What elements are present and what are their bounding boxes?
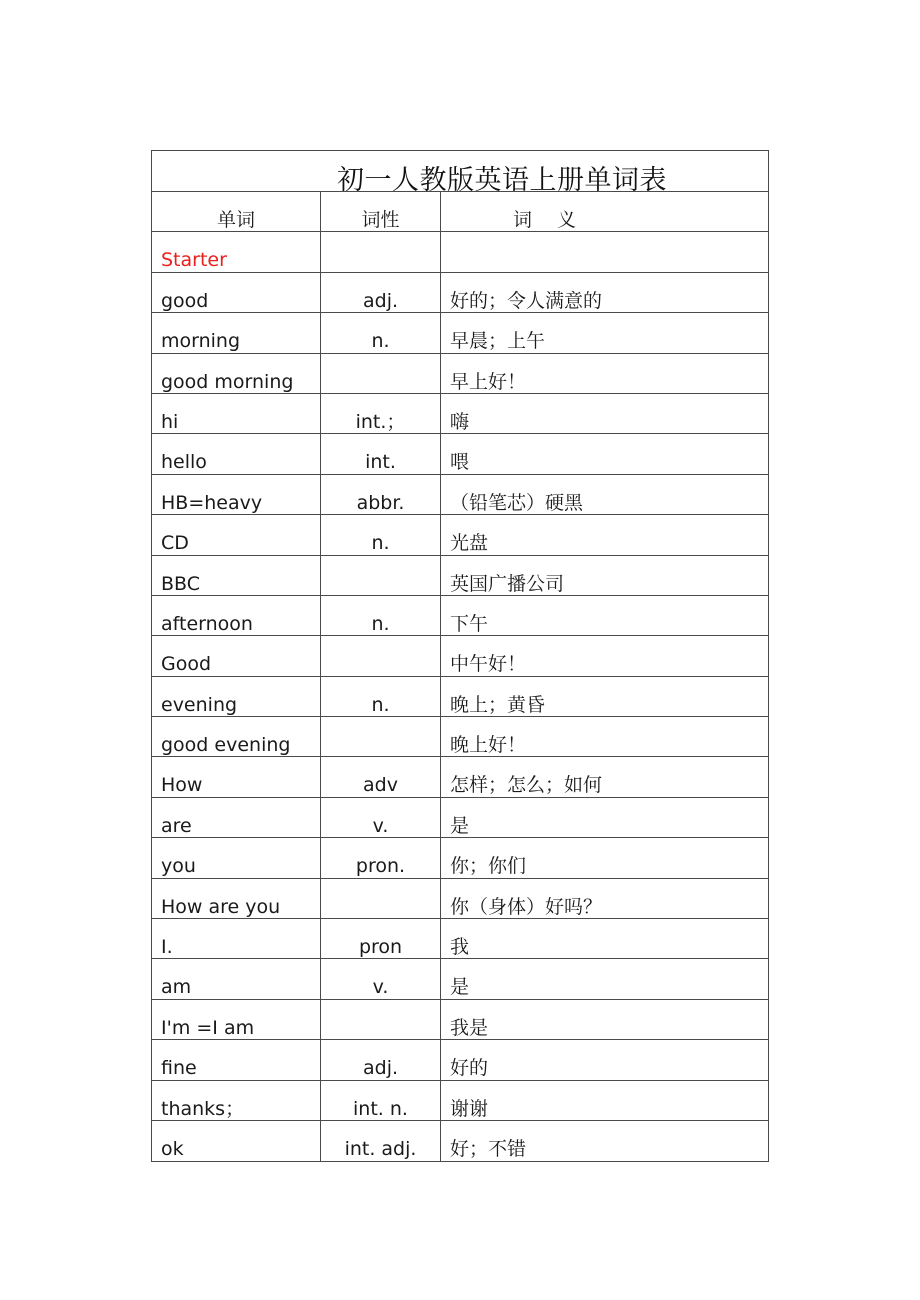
part-of-speech-cell	[321, 717, 441, 756]
word-cell: How	[152, 757, 321, 796]
table-row	[152, 717, 768, 757]
table-row	[152, 757, 768, 797]
section-row	[152, 232, 768, 272]
meaning-cell: 好的	[450, 1057, 489, 1080]
section-label: Starter	[152, 232, 321, 271]
part-of-speech-cell: v.	[321, 798, 441, 837]
table-row	[152, 879, 768, 919]
word-cell: hello	[152, 434, 321, 473]
word-cell: I.	[152, 919, 321, 958]
part-of-speech-cell	[321, 1000, 441, 1039]
meaning-cell: 你；你们	[450, 855, 527, 878]
part-of-speech-cell: n.	[321, 677, 441, 716]
part-of-speech-cell: v.	[321, 959, 441, 998]
part-of-speech-cell: int. adj.	[321, 1121, 441, 1161]
word-cell: you	[152, 838, 321, 877]
word-cell: are	[152, 798, 321, 837]
word-cell: evening	[152, 677, 321, 716]
word-cell: CD	[152, 515, 321, 554]
word-cell: morning	[152, 313, 321, 352]
word-cell: Good	[152, 636, 321, 675]
table-row	[152, 1040, 768, 1080]
part-of-speech-cell: int.；	[321, 394, 441, 433]
part-of-speech-cell: n.	[321, 313, 441, 352]
header-part-of-speech: 词性	[321, 192, 441, 231]
table-row	[152, 596, 768, 636]
word-cell: BBC	[152, 556, 321, 595]
table-row	[152, 515, 768, 555]
meaning-cell: 你（身体）好吗？	[450, 895, 603, 918]
header-meaning: 词 义	[512, 209, 577, 231]
section-pos-empty	[321, 232, 441, 271]
meaning-cell: （铅笔芯）硬黑	[450, 491, 584, 514]
word-cell: good evening	[152, 717, 321, 756]
meaning-cell: 怎样；怎么；如何	[450, 774, 603, 797]
table-header-row	[152, 192, 768, 232]
meaning-cell: 谢谢	[450, 1097, 489, 1120]
table-row	[152, 1000, 768, 1040]
table-row	[152, 434, 768, 474]
meaning-cell: 早上好！	[450, 370, 527, 393]
word-cell: good	[152, 273, 321, 312]
word-cell: good morning	[152, 354, 321, 393]
table-row	[152, 1121, 768, 1161]
part-of-speech-cell: adv	[321, 757, 441, 796]
part-of-speech-cell: int.	[321, 434, 441, 473]
word-cell: ok	[152, 1121, 321, 1161]
meaning-cell: 晚上好！	[450, 734, 527, 757]
document-title: 初一人教版英语上册单词表	[337, 165, 667, 192]
meaning-cell: 喂	[450, 451, 470, 474]
part-of-speech-cell: adj.	[321, 273, 441, 312]
word-cell: HB=heavy	[152, 475, 321, 514]
word-cell: hi	[152, 394, 321, 433]
part-of-speech-cell: adj.	[321, 1040, 441, 1079]
word-cell: fine	[152, 1040, 321, 1079]
table-row	[152, 798, 768, 838]
header-word: 单词	[152, 192, 321, 231]
part-of-speech-cell	[321, 879, 441, 918]
meaning-cell: 英国广播公司	[450, 572, 565, 595]
meaning-cell: 光盘	[450, 532, 489, 555]
part-of-speech-cell: pron.	[321, 838, 441, 877]
table-row	[152, 636, 768, 676]
table-row	[152, 313, 768, 353]
meaning-cell: 好的；令人满意的	[450, 289, 603, 312]
meaning-cell: 嗨	[450, 410, 470, 433]
part-of-speech-cell	[321, 354, 441, 393]
meaning-cell: 中午好！	[450, 653, 527, 676]
table-row	[152, 838, 768, 878]
table-row	[152, 1081, 768, 1121]
part-of-speech-cell: pron	[321, 919, 441, 958]
word-cell: How are you	[152, 879, 321, 918]
word-cell: afternoon	[152, 596, 321, 635]
table-row	[152, 394, 768, 434]
word-cell: I'm =I am	[152, 1000, 321, 1039]
part-of-speech-cell: n.	[321, 596, 441, 635]
part-of-speech-cell: abbr.	[321, 475, 441, 514]
word-cell: am	[152, 959, 321, 998]
part-of-speech-cell: n.	[321, 515, 441, 554]
table-row	[152, 273, 768, 313]
vocabulary-table	[151, 150, 769, 1162]
table-row	[152, 556, 768, 596]
meaning-cell: 我是	[450, 1016, 489, 1039]
section-meaning-empty	[441, 232, 768, 271]
meaning-cell: 早晨；上午	[450, 330, 546, 353]
meaning-cell: 是	[450, 814, 470, 837]
table-row	[152, 475, 768, 515]
meaning-cell: 是	[450, 976, 470, 999]
meaning-cell: 我	[450, 936, 470, 959]
part-of-speech-cell	[321, 556, 441, 595]
table-title-row	[152, 151, 768, 192]
table-row	[152, 959, 768, 999]
table-body	[152, 273, 768, 1162]
table-row	[152, 677, 768, 717]
part-of-speech-cell	[321, 636, 441, 675]
table-row	[152, 354, 768, 394]
part-of-speech-cell: int. n.	[321, 1081, 441, 1120]
word-cell: thanks；	[152, 1081, 321, 1120]
meaning-cell: 晚上；黄昏	[450, 693, 546, 716]
table-row	[152, 919, 768, 959]
meaning-cell: 好；不错	[450, 1137, 527, 1160]
meaning-cell: 下午	[450, 612, 489, 635]
